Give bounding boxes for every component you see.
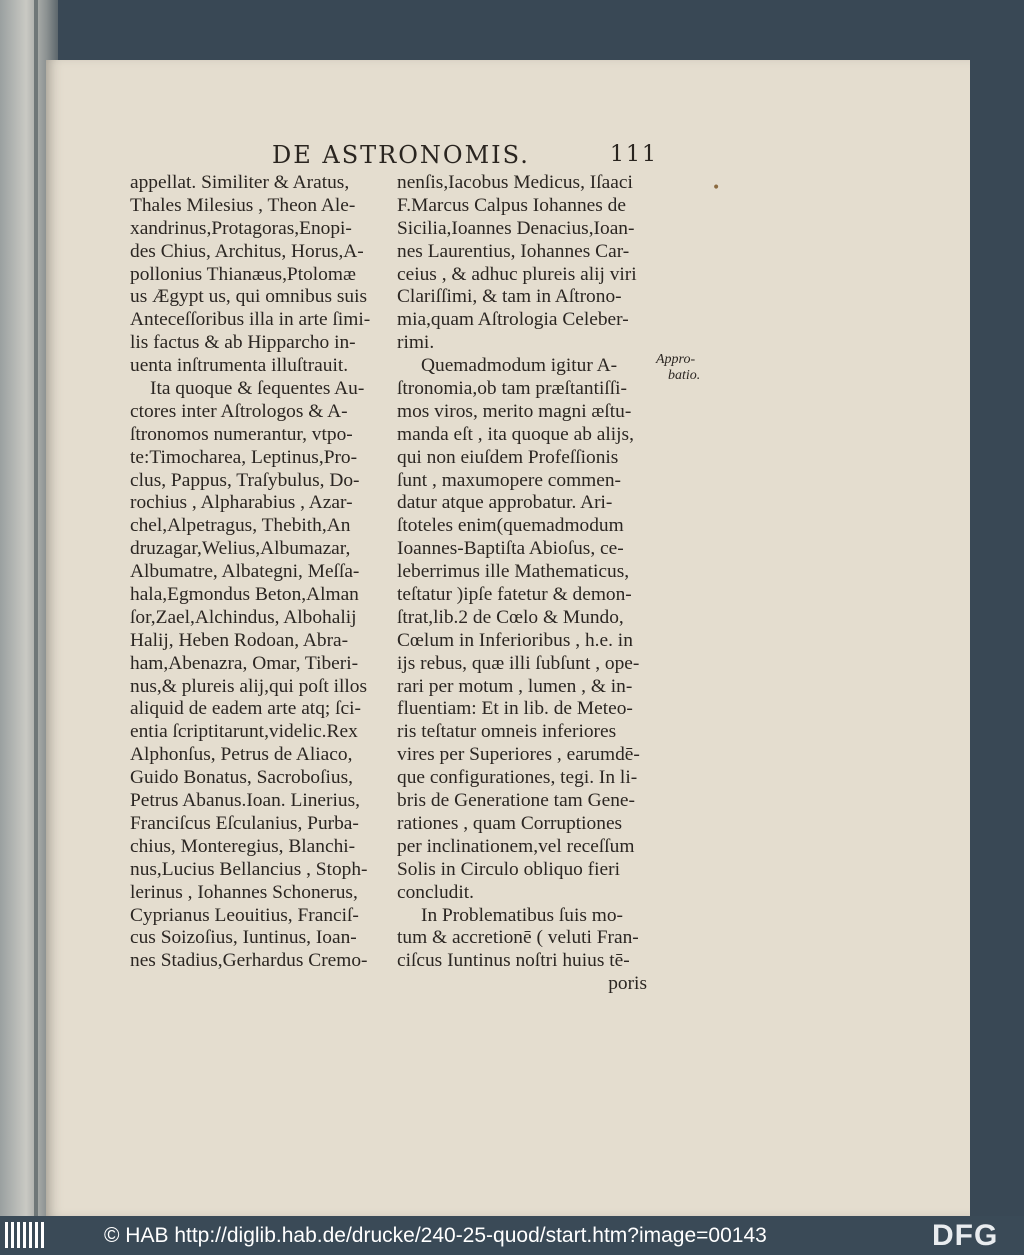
- text-line: ijs rebus, quæ illi ſubſunt , ope-: [397, 652, 640, 674]
- running-head: DE ASTRONOMIS.: [272, 141, 530, 169]
- text-line: per inclinationem,vel receſſum: [397, 835, 635, 857]
- text-line: lerinus , Iohannes Schonerus,: [130, 881, 358, 903]
- text-line: que configurationes, tegi. In li-: [397, 767, 638, 789]
- text-line: hala,Egmondus Beton,Alman: [130, 584, 359, 606]
- text-line: ſtronomia,ob tam præſtantiſſi-: [397, 378, 627, 400]
- text-line: ſtrat,lib.2 de Cœlo & Mundo,: [397, 606, 624, 628]
- text-line: xandrinus,Protagoras,Enopi-: [130, 217, 352, 239]
- text-line: Petrus Abanus.Ioan. Linerius,: [130, 790, 360, 812]
- text-line: des Chius, Architus, Horus,A-: [130, 240, 364, 262]
- dfg-logo[interactable]: DFG: [932, 1219, 999, 1252]
- text-line: fluentiam: Et in lib. de Meteo-: [397, 698, 633, 720]
- text-line: Ioannes-Baptiſta Abioſus, ce-: [397, 538, 624, 560]
- text-line: Quemadmodum igitur A-: [421, 355, 618, 377]
- text-line: rochius , Alpharabius , Azar-: [130, 492, 353, 514]
- text-line: rimi.: [397, 332, 435, 354]
- text-line: entia ſcriptitarunt,videlic.Rex: [130, 721, 358, 743]
- text-line: te:Timocharea, Leptinus,Pro-: [130, 446, 358, 468]
- binding-edge: [34, 0, 38, 1216]
- text-line: ctores inter Aſtrologos & A-: [130, 400, 348, 422]
- text-line: leberrimus ille Mathematicus,: [397, 561, 630, 583]
- text-line: ham,Abenazra, Omar, Tiberi-: [130, 652, 359, 674]
- text-line: appellat. Similiter & Aratus,: [130, 172, 350, 193]
- text-line: Cyprianus Leouitius, Franciſ-: [130, 904, 359, 926]
- text-line: Thales Milesius , Theon Ale-: [130, 194, 356, 216]
- text-line: nenſis,Iacobus Medicus, Iſaaci: [397, 172, 633, 193]
- text-line: teſtatur )ipſe fatetur & demon-: [397, 584, 632, 606]
- text-line: concludit.: [397, 881, 475, 903]
- text-line: chel,Alpetragus, Thebith,An: [130, 515, 351, 537]
- text-line: rationes , quam Corruptiones: [397, 812, 623, 834]
- copyright-url-text[interactable]: © HAB http://diglib.hab.de/drucke/240-25-quod/start.htm?image=00143: [104, 1224, 767, 1247]
- text-line: druzagar,Welius,Albumazar,: [130, 538, 351, 560]
- text-line: Sicilia,Ioannes Denacius,Ioan-: [397, 217, 635, 239]
- text-line: ceius , & adhuc plureis alij viri: [397, 263, 637, 285]
- text-line: Clariſſimi, & tam in Aſtrono-: [397, 286, 622, 308]
- text-line: cus Soizoſius, Iuntinus, Ioan-: [130, 927, 357, 949]
- text-line: Franciſcus Eſculanius, Purba-: [130, 812, 359, 834]
- text-line: Alphonſus, Petrus de Aliaco,: [130, 744, 353, 766]
- text-line: lis factus & ab Hipparcho in-: [130, 332, 356, 354]
- text-line: ſtoteles enim(quemadmodum: [397, 515, 624, 537]
- footer-bar: [0, 1216, 1024, 1255]
- page-number: 111: [610, 142, 658, 167]
- text-line: mos viros, merito magni æſtu-: [397, 400, 632, 422]
- ink-speck: •: [712, 180, 721, 196]
- text-line: mia,quam Aſtrologia Celeber-: [397, 309, 629, 331]
- text-line: In Problematibus ſuis mo-: [421, 904, 623, 926]
- text-column-left: [130, 172, 390, 973]
- text-line: bris de Generatione tam Gene-: [397, 790, 635, 812]
- text-line: nes Stadius,Gerhardus Cremo-: [130, 950, 368, 972]
- text-line: Albumatre, Albategni, Meſſa-: [130, 561, 360, 583]
- marginal-note: [656, 352, 700, 384]
- text-line: Halij, Heben Rodoan, Abra-: [130, 629, 349, 651]
- text-line: tum & accretionē ( veluti Fran-: [397, 927, 639, 949]
- text-line: aliquid de eadem arte atq; ſci-: [130, 698, 361, 720]
- text-line: vires per Superiores , earumdē-: [397, 744, 640, 766]
- text-line: pollonius Thianæus,Ptolomæ: [130, 263, 356, 285]
- marginal-note-line: batio.: [668, 368, 701, 383]
- hab-barcode-icon[interactable]: [4, 1218, 48, 1252]
- text-line: rari per motum , lumen , & in-: [397, 675, 633, 697]
- text-line: clus, Pappus, Traſybulus, Do-: [130, 469, 360, 491]
- text-line: Guido Bonatus, Sacroboſius,: [130, 767, 353, 789]
- text-line: ſor,Zael,Alchindus, Albohalij: [130, 606, 357, 628]
- text-line: uenta inſtrumenta illuſtrauit.: [130, 355, 349, 377]
- text-line: Solis in Circulo obliquo fieri: [397, 858, 620, 880]
- marginal-note-line: Appro-: [656, 352, 696, 367]
- text-line: ciſcus Iuntinus noſtri huius tē-: [397, 950, 630, 972]
- text-line: us Ægypt us, qui omnibus suis: [130, 286, 368, 308]
- text-line: ſtronomos numerantur, vtpo-: [130, 423, 353, 445]
- text-line: chius, Monteregius, Blanchi-: [130, 835, 356, 857]
- text-line: manda eſt , ita quoque ab alijs,: [397, 423, 634, 445]
- text-line: ſunt , maxumopere commen-: [397, 469, 622, 491]
- text-line: nus,& plureis alij,qui poſt illos: [130, 675, 367, 697]
- text-line: nus,Lucius Bellancius , Stoph-: [130, 858, 368, 880]
- text-line: poris: [608, 973, 647, 995]
- text-line: ris teſtatur omneis inferiores: [397, 721, 617, 743]
- text-line: Cœlum in Inferioribus , h.e. in: [397, 629, 633, 651]
- text-line: nes Laurentius, Iohannes Car-: [397, 240, 630, 262]
- text-column-right: [397, 172, 655, 996]
- text-line: Ita quoque & ſequentes Au-: [150, 378, 365, 400]
- text-line: qui non eiuſdem Profeſſionis: [397, 446, 619, 468]
- text-line: Anteceſſoribus illa in arte ſimi-: [130, 309, 371, 331]
- text-line: F.Marcus Calpus Iohannes de: [397, 194, 626, 216]
- text-line: datur atque approbatur. Ari-: [397, 492, 613, 514]
